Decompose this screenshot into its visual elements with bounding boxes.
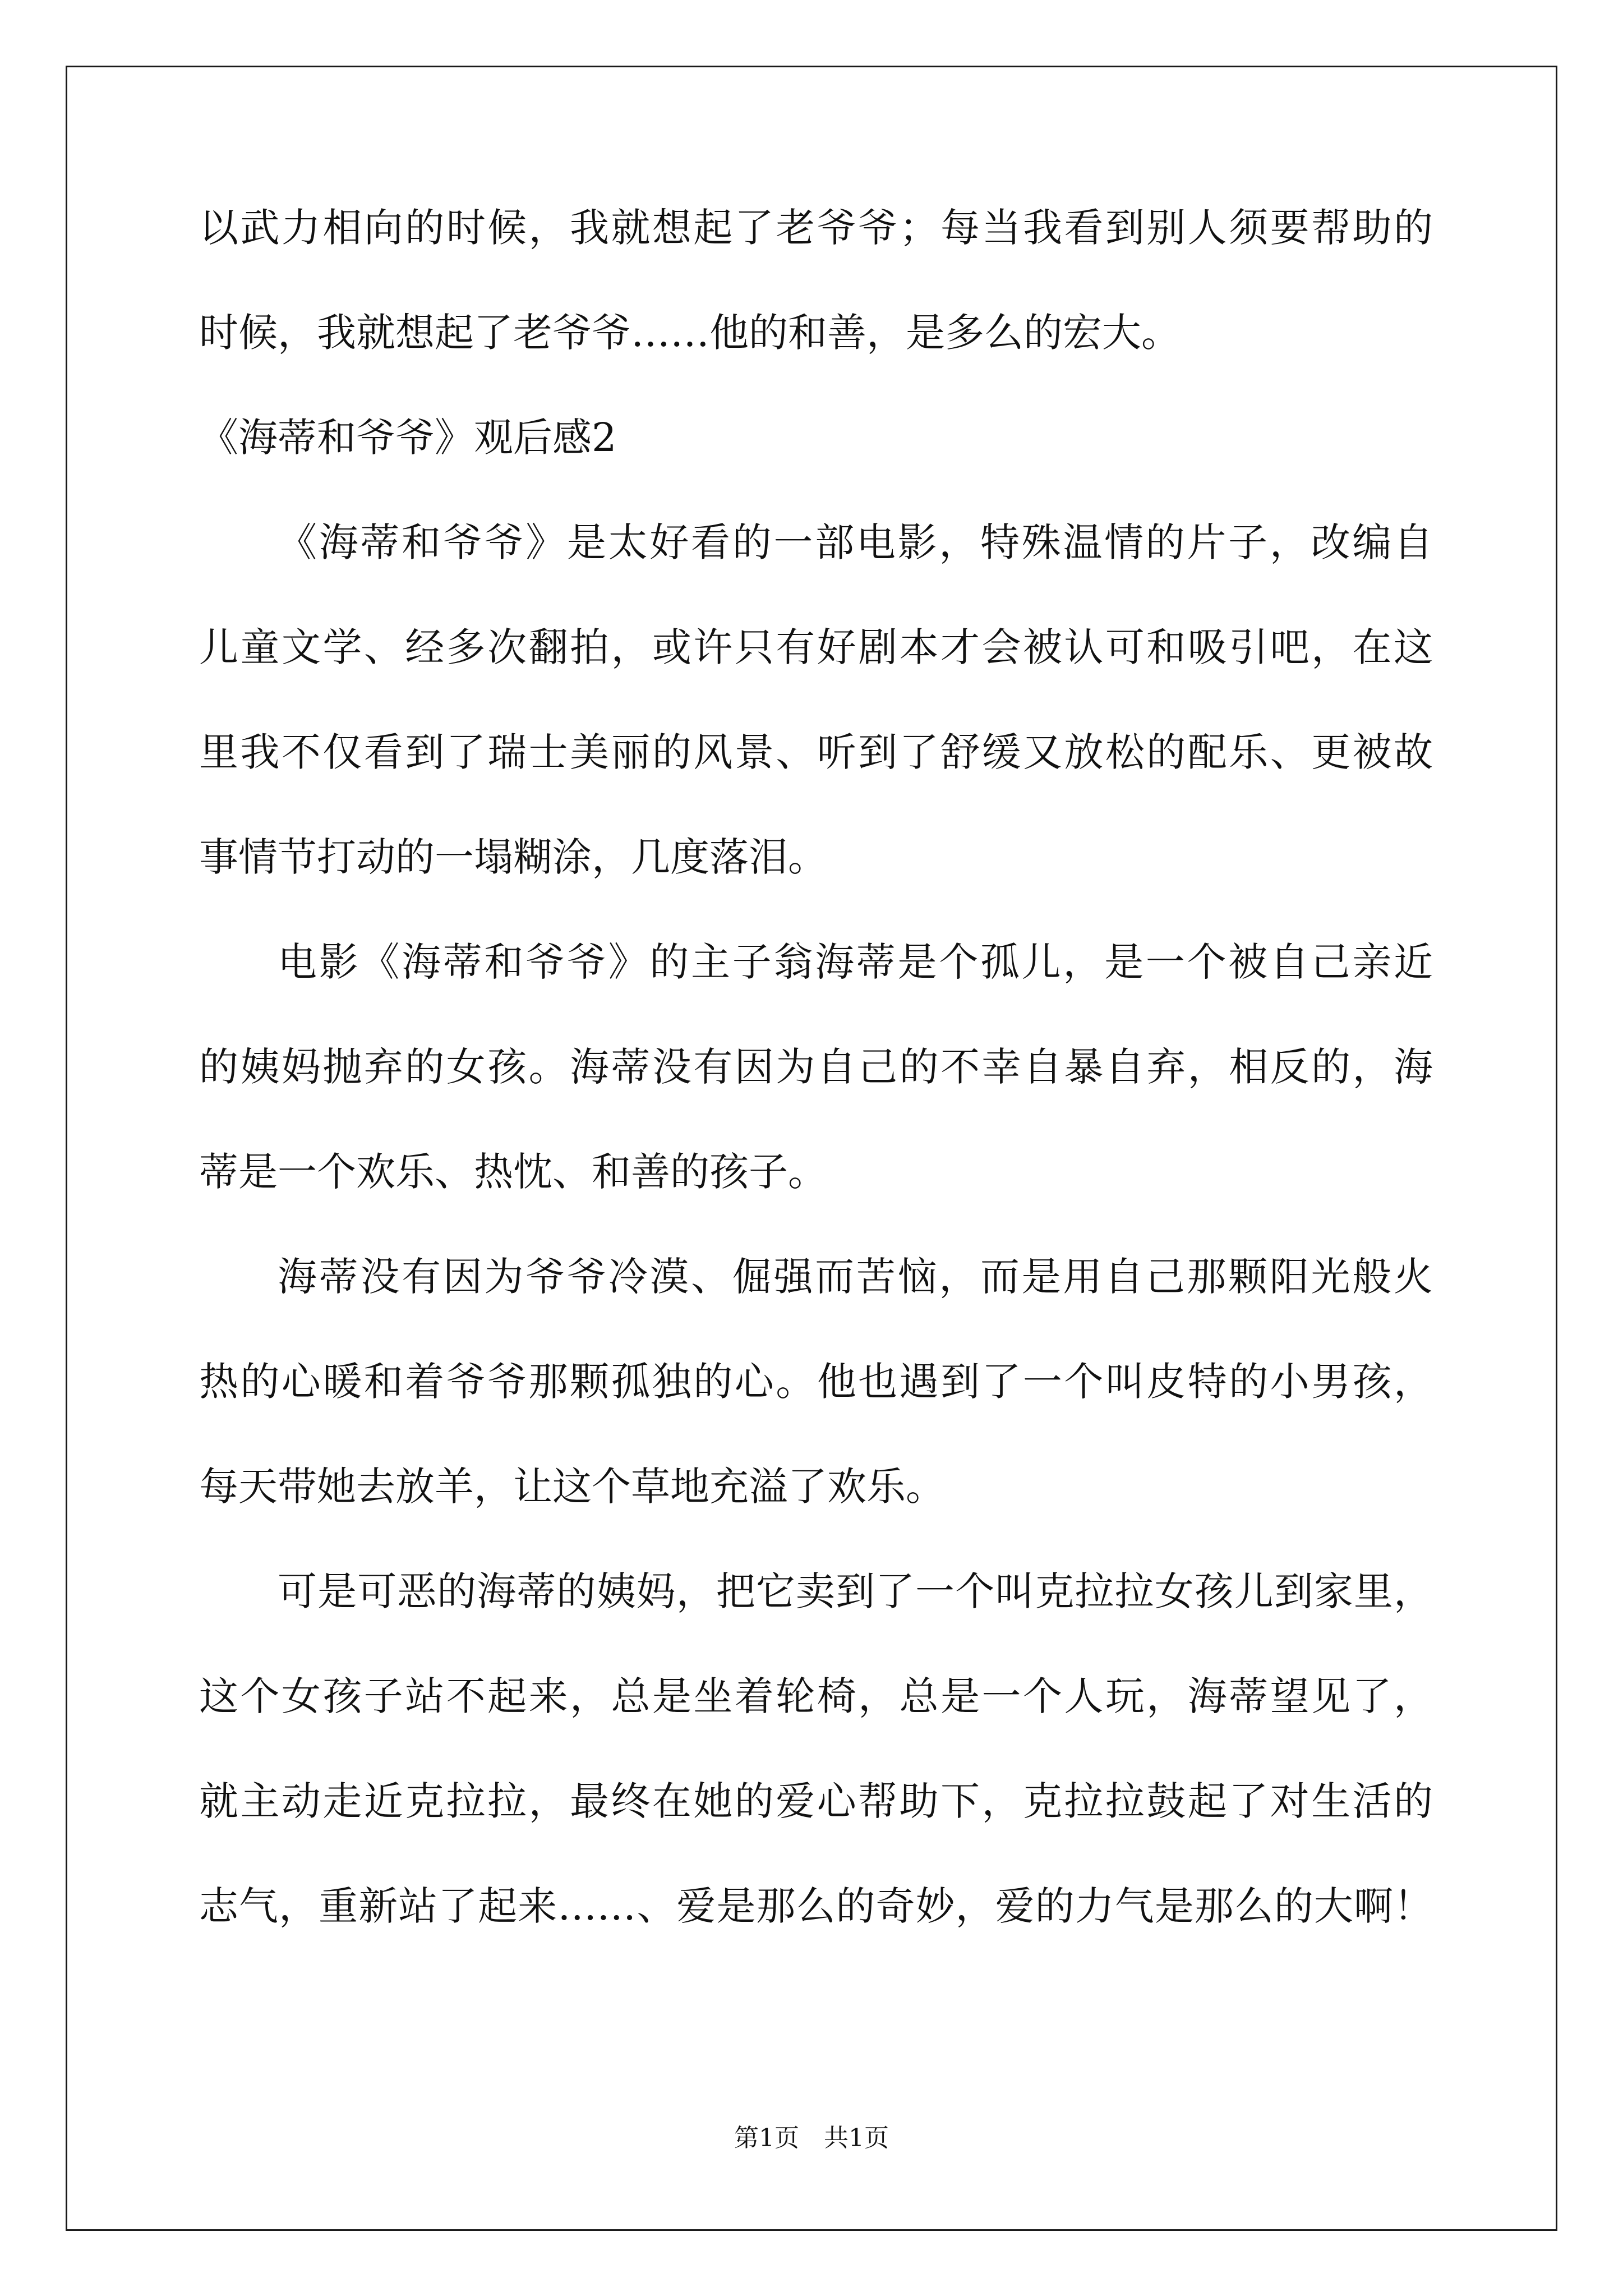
paragraph-line: 热的心暖和着爷爷那颗孤独的心。他也遇到了一个叫皮特的小男孩， <box>199 1359 1433 1405</box>
paragraph-line: 这个女孩子站不起来，总是坐着轮椅，总是一个人玩，海蒂望见了， <box>199 1673 1433 1719</box>
paragraph-line: 《海蒂和爷爷》是太好看的一部电影，特殊温情的片子，改编自 <box>278 519 1433 565</box>
page-footer <box>0 2122 1623 2155</box>
paragraph-line: 儿童文学、经多次翻拍，或许只有好剧本才会被认可和吸引吧，在这 <box>199 624 1433 670</box>
paragraph-line: 里我不仅看到了瑞士美丽的风景、听到了舒缓又放松的配乐、更被故 <box>199 729 1433 775</box>
document-body <box>199 202 1433 1985</box>
paragraph-line: 每天带她去放羊，让这个草地充溢了欢乐。 <box>199 1464 945 1510</box>
paragraph-line: 蒂是一个欢乐、热忱、和善的孩子。 <box>199 1149 827 1195</box>
paragraph-line: 的姨妈抛弃的女孩。海蒂没有因为自己的不幸自暴自弃，相反的，海 <box>199 1044 1433 1090</box>
paragraph-line: 事情节打动的一塌糊涂，几度落泪。 <box>199 834 827 880</box>
paragraph-line: 电影《海蒂和爷爷》的主子翁海蒂是个孤儿，是一个被自己亲近 <box>278 939 1433 985</box>
page-total: 共1页 <box>824 2124 889 2152</box>
paragraph-line: 志气，重新站了起来……、爱是那么的奇妙，爱的力气是那么的大啊！ <box>199 1883 1433 1929</box>
paragraph-line: 可是可恶的海蒂的姨妈，把它卖到了一个叫克拉拉女孩儿到家里， <box>278 1568 1433 1614</box>
paragraph-line: 以武力相向的时候，我就想起了老爷爷；每当我看到别人须要帮助的 <box>199 205 1433 251</box>
paragraph-line: 就主动走近克拉拉，最终在她的爱心帮助下，克拉拉鼓起了对生活的 <box>199 1778 1433 1824</box>
section-heading: 《海蒂和爷爷》观后感2 <box>199 415 617 461</box>
paragraph-line: 海蒂没有因为爷爷冷漠、倔强而苦恼，而是用自己那颗阳光般火 <box>278 1254 1433 1300</box>
paragraph-line: 时候，我就想起了老爷爷……他的和善，是多么的宏大。 <box>199 310 1181 356</box>
page-number: 第1页 <box>734 2124 799 2152</box>
